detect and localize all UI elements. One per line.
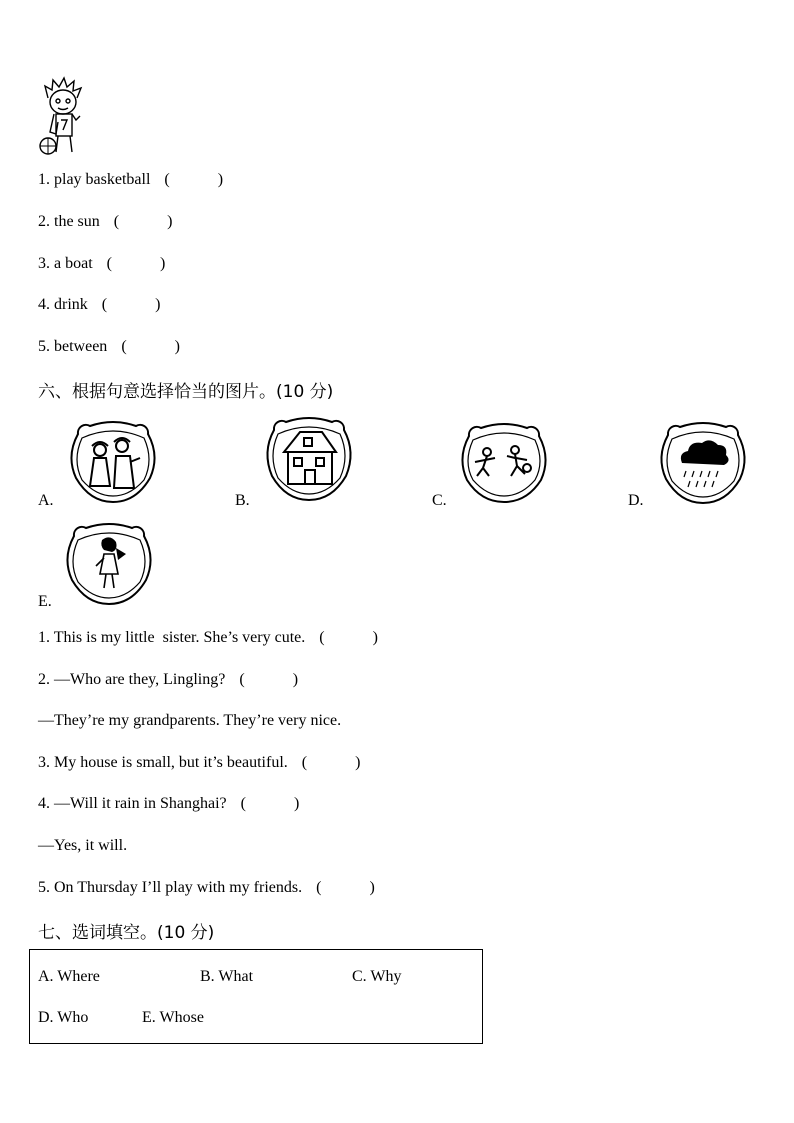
list-item: 2. —Who are they, Lingling? ( ) (38, 671, 299, 688)
option-label-c: C. (432, 492, 447, 509)
word-bank (29, 949, 483, 1044)
list-item: 1. This is my little sister. She’s very cute. ( ) (38, 629, 378, 646)
word-option: D. Who (38, 1009, 89, 1026)
kids-playing-icon (455, 418, 553, 506)
section-heading: 七、选词填空。(10 分) (38, 923, 215, 943)
word-option: E. Whose (142, 1009, 204, 1026)
option-label-a: A. (38, 492, 54, 509)
word-option: C. Why (352, 968, 402, 985)
list-item: 5. On Thursday I’ll play with my friends. ( ) (38, 879, 375, 896)
list-item: 4. —Will it rain in Shanghai? ( ) (38, 795, 300, 812)
little-girl-icon (60, 518, 158, 608)
list-item: 2. the sun ( ) (38, 213, 173, 230)
house-icon (260, 412, 358, 504)
list-item: —They’re my grandparents. They’re very nice. (38, 712, 342, 729)
list-item: 1. play basketball ( ) (38, 171, 224, 188)
list-item: 3. a boat ( ) (38, 255, 166, 272)
basketball-boy-icon (36, 76, 90, 158)
list-item: 5. between ( ) (38, 338, 180, 355)
section-heading: 六、根据句意选择恰当的图片。(10 分) (38, 382, 334, 402)
list-item: —Yes, it will. (38, 837, 128, 854)
word-option: B. What (200, 968, 254, 985)
option-label-b: B. (235, 492, 250, 509)
option-label-d: D. (628, 492, 644, 509)
grandparents-icon (64, 416, 162, 506)
word-option: A. Where (38, 968, 100, 985)
option-label-e: E. (38, 593, 52, 610)
list-item: 4. drink ( ) (38, 296, 161, 313)
rain-cloud-icon (654, 417, 752, 507)
list-item: 3. My house is small, but it’s beautiful. ( ) (38, 754, 361, 771)
